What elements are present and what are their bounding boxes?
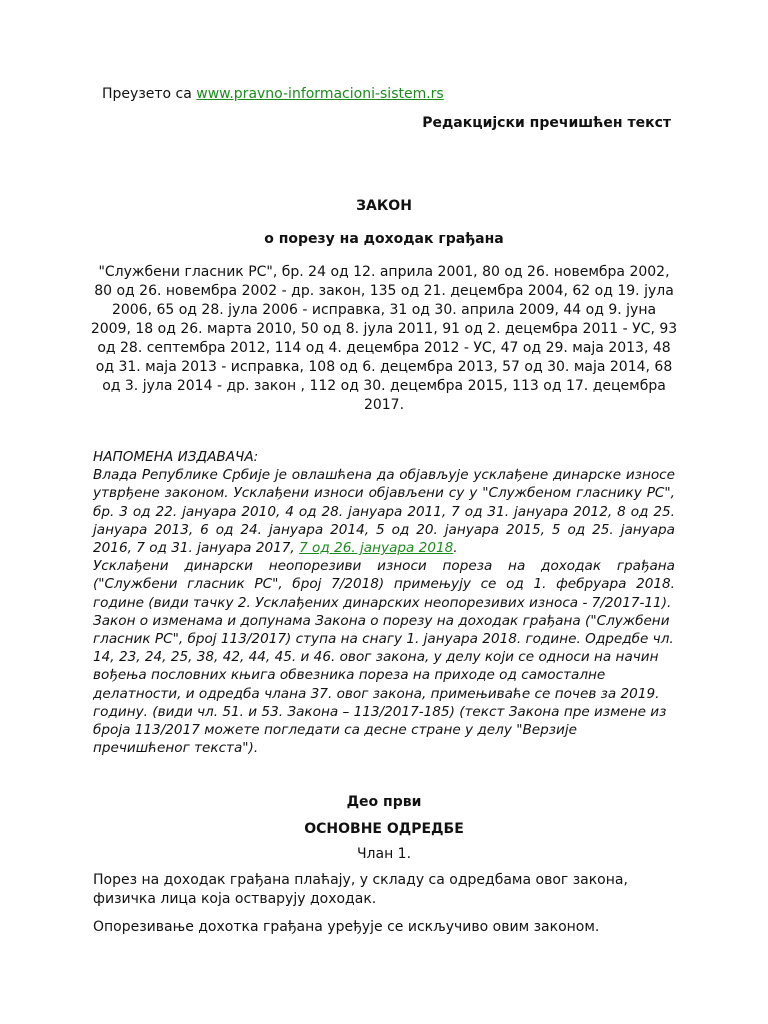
note-paragraph-1 [93, 466, 675, 557]
source-link[interactable]: www.pravno-informacioni-sistem.rs [196, 86, 444, 102]
law-subtitle: о порезу на доходак грађана [264, 231, 504, 247]
note-p1-text: Влада Републике Србије је овлашћена да објављује усклађене динарске износе утврђене законом. Усклађени износи објављени су у "Службеном гласнику РС", бр. 3 од 22. јануара 2010, 4 од 28. јануара 2011, 7 од 31. јануара 2012, 8 од 25. јануара 2013, 6 од 24. јануара 2014, 5 од 20. јануара 2015, 5 од 25. јануара 2016, 7 од 31. јануара 2017, [93, 467, 675, 557]
note-paragraph-2: Усклађени динарски неопорезиви износи пореза на доходак грађана ("Службени гласник РС", број 7/2018) примењују се од 1. фебруара 2018. године (види тачку 2. Усклађених динарских неопорезивих износа - 7/2017-11). [93, 558, 675, 611]
section-heading: ОСНОВНЕ ОДРЕДБЕ [304, 821, 464, 837]
note-heading: НАПОМЕНА ИЗДАВАЧА: [93, 449, 259, 465]
law-title: ЗАКОН [356, 198, 412, 214]
source-prefix: Преузето са [102, 86, 197, 102]
article-heading: Члан 1. [356, 846, 412, 862]
part-heading: Део први [346, 794, 422, 810]
gazette-references: "Службени гласник РС", бр. 24 од 12. априла 2001, 80 од 26. новембра 2002, 80 од 26. новембра 2002 - др. закон, 135 од 21. децембра 2004, 62 од 19. јула 2006, 65 од 28. јула 2006 - исправка, 31 од 30. априла 2009, 44 од 9. јуна 2009, 18 од 26. марта 2010, 50 од 8. јула 2011, 91 од 2. децембра 2011 - УС, 93 од 28. септембра 2012, 114 од 4. децембра 2012 - УС, 47 од 29. маја 2013, 48 од 31. маја 2013 - исправка, 108 од 6. децембра 2013, 57 од 30. маја 2014, 68 од 3. јула 2014 - др. закон , 112 од 30. децембра 2015, 113 од 17. децембра 2017. [90, 264, 678, 413]
source-line [102, 86, 444, 102]
edition-label: Редакцијски пречишћен текст [422, 115, 671, 131]
article-paragraph-1: Порез на доходак грађана плаћају, у складу са одредбама овог закона, физичка лица која остварују доходак. [93, 872, 628, 907]
publisher-note [93, 448, 675, 757]
note-paragraph-3: Закон о изменама и допунама Закона о порезу на доходак грађана ("Службени гласник РС", број 113/2017) ступа на снагу 1. јануара 2018. године. Одредбе чл. 14, 23, 24, 25, 38, 42, 44, 45. и 46. овог закона, у делу који се односи на начин вођења пословних књига обвезника пореза на приходе од самосталне делатности, и одредба члана 37. овог закона, примењиваће се почев за 2019. годину. (види чл. 51. и 53. Закона – 113/2017-185) (текст Закона пре измене из броја 113/2017 можете погледати са десне стране у делу "Верзије пречишћеног текста"). [93, 612, 674, 757]
gazette-link-2018[interactable]: 7 од 26. јануара 2018 [299, 540, 454, 557]
article-paragraph-2: Опорезивање дохотка грађана уређује се искључиво овим законом. [93, 919, 600, 935]
note-p1-end: . [453, 540, 458, 557]
